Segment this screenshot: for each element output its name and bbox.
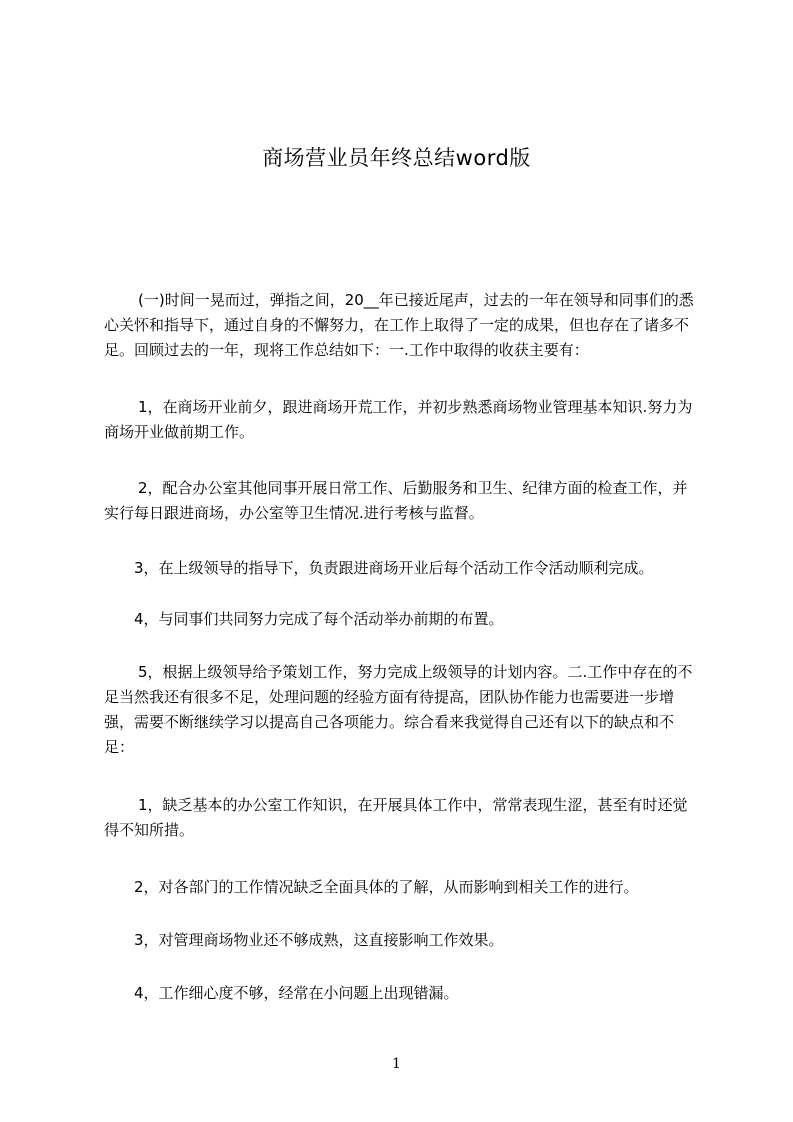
document-title: 商场营业员年终总结word版	[262, 146, 531, 170]
paragraph-achievement-4: 4，与同事们共同努力完成了每个活动举办前期的布置。	[134, 610, 504, 628]
paragraph-achievement-5: 5，根据上级领导给予策划工作，努力完成上级领导的计划内容。二.工作中存在的不足当然我还有很多不足，处理问题的经验方面有待提高，团队协作能力也需要进一步增强，需要不断继续学习以提高自己各项能力。综合看来我觉得自己还有以下的缺点和不足：	[104, 663, 693, 756]
paragraph-shortcoming-3: 3，对管理商场物业还不够成熟，这直接影响工作效果。	[134, 931, 504, 949]
paragraph-shortcoming-2: 2，对各部门的工作情况缺乏全面具体的了解，从而影响到相关工作的进行。	[134, 878, 639, 896]
paragraph-achievement-1: 1，在商场开业前夕，跟进商场开荒工作，并初步熟悉商场物业管理基本知识.努力为商场开业做前期工作。	[104, 398, 693, 441]
paragraph-shortcoming-4: 4，工作细心度不够，经常在小问题上出现错漏。	[134, 984, 459, 1002]
paragraph-intro: (一)时间一晃而过，弹指之间，20__年已接近尾声，过去的一年在领导和同事们的悉心关怀和指导下，通过自身的不懈努力，在工作上取得了一定的成果，但也存在了诸多不足。回顾过去的一年，现将工作总结如下：一.工作中取得的收获主要有：	[104, 291, 694, 359]
paragraph-shortcoming-1: 1，缺乏基本的办公室工作知识，在开展具体工作中，常常表现生涩，甚至有时还觉得不知所措。	[104, 796, 688, 839]
paragraph-achievement-2: 2，配合办公室其他同事开展日常工作、后勤服务和卫生、纪律方面的检查工作，并实行每日跟进商场，办公室等卫生情况.进行考核与监督。	[104, 479, 688, 522]
page-number: 1	[392, 1056, 401, 1072]
paragraph-achievement-3: 3，在上级领导的指导下，负责跟进商场开业后每个活动工作令活动顺利完成。	[134, 559, 654, 577]
